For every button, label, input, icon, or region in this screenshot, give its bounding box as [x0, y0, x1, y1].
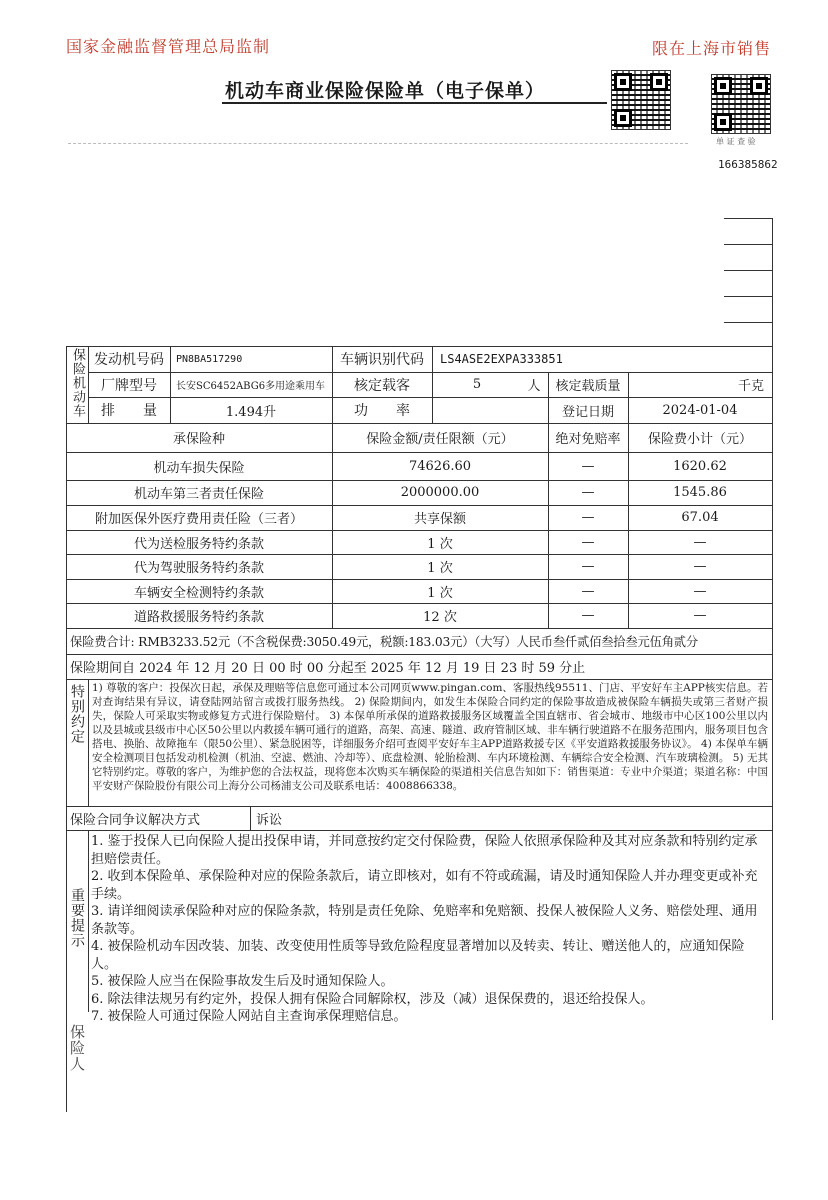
table-edge — [772, 218, 773, 346]
reg-date-label: 登记日期 — [561, 404, 614, 420]
load-unit: 千克 — [737, 379, 764, 394]
coverage-name: 机动车第三者责任保险 — [133, 487, 264, 502]
col-header-amount: 保险金额/责任限额（元） — [366, 432, 514, 447]
engine-no-value: PN8BA517290 — [176, 353, 243, 365]
col-header-coverage: 承保险种 — [172, 432, 225, 447]
coverage-deductible: — — [581, 458, 595, 474]
col-header-deductible: 绝对免赔率 — [555, 432, 621, 447]
notice-item: 1. 鉴于投保人已向保险人提出投保申请，并同意按约定交付保险费，保险人依照承保险种及其对应条款和特别约定承担赔偿责任。 — [91, 834, 758, 867]
seats-label: 核定载客 — [354, 377, 410, 394]
vin-label: 车辆识别代码 — [340, 352, 424, 368]
power-label: 功 率 — [354, 403, 410, 419]
coverage-premium: — — [693, 534, 707, 550]
power-value — [432, 397, 548, 423]
notice-item: 5. 被保险人应当在保险事故发生后及时通知保险人。 — [91, 974, 394, 989]
coverage-deductible: — — [581, 485, 595, 500]
qr-code-icon[interactable] — [611, 70, 671, 130]
coverage-amount: 1 次 — [427, 561, 453, 576]
regulator-mark: 国家金融监督管理总局监制 — [66, 37, 271, 56]
page-title: 机动车商业保险保险单（电子保单） — [225, 80, 546, 102]
coverage-amount: 1 次 — [427, 536, 453, 552]
verify-qr-code-icon[interactable] — [711, 74, 771, 134]
seats-unit: 人 — [527, 379, 541, 394]
vin-value: LS4ASE2EXPA333851 — [440, 352, 563, 366]
notice-item: 6. 除法律法规另有约定外，投保人拥有保险合同解除权，涉及（减）退保保费的，退还给投保人。 — [91, 991, 654, 1007]
qr-caption: 单 证 查 验 — [716, 137, 756, 146]
special-agreement-text: 1) 尊敬的客户：投保次日起，承保及理赔等信息您可通过本公司网页www.pingan.com、客服热线95511、门店、平安好车主APP核实信息。若对查询结果有异议，请登陆网站留言或拨打服务热线。 2) 保险期间内，如发生本保险合同约定的保险事故造成被保险车辆损失或第三者财产损失，保险人可采取实物或修复方式进行保险赔付。 3) 本保单所承保的道路救援服务区域覆盖全国直辖市、省会城市、地级市中心区100公里以内以及县城或县级市中心区50公里以内救援车辆可通行的道路，高架、高速、隧道、政府管制区域、非车辆行驶道路不在服务范围内，服务项目包含搭电、换胎、故障拖车（限50公里）、紧急脱困等，详细服务介绍可查阅平安好车主APP道路救援专区《平安道路救援服务协议》。 4) 本保单车辆安全检测项目包括发动机检测（机油、空滤、燃油、冷却等）、底盘检测、轮胎检测、车内环境检测、车辆综合安全检测、汽车玻璃检测。 5) 无其它特别约定。尊敬的客户，为维护您的合法权益，现将您本次购买车辆保险的渠道相关信息告知如下：销售渠道：专业中介渠道；渠道名称：中国平安财产保险股份有限公司上海分公司杨浦支公司及联系电话：4008866338。 — [92, 682, 768, 792]
displacement-value: 1.494升 — [225, 404, 277, 420]
col-line — [66, 1012, 67, 1112]
coverage-amount: 2000000.00 — [400, 485, 480, 500]
coverage-premium: — — [693, 559, 707, 574]
reg-date-value: 2024-01-04 — [662, 402, 738, 418]
stub-line — [724, 296, 772, 297]
coverage-amount: 74626.60 — [408, 458, 472, 474]
displacement-label: 排 量 — [101, 403, 157, 419]
notice-item: 3. 请详细阅读承保险种对应的保险条款，特别是责任免除、免赔率和免赔额、投保人被保险人义务、赔偿处理、通用条款等。 — [91, 904, 758, 937]
row-line — [66, 679, 772, 680]
col-header-premium: 保险费小计（元） — [647, 432, 752, 447]
notice-item: 7. 被保险人可通过保险人网站自主查询承保理赔信息。 — [91, 1009, 407, 1024]
stub-line — [724, 244, 772, 245]
coverage-amount: 12 次 — [423, 610, 457, 625]
vehicle-section-label: 保险机动车 — [70, 348, 85, 418]
coverage-deductible: — — [581, 534, 595, 550]
coverage-deductible: — — [581, 608, 595, 623]
coverage-name: 道路救援服务特约条款 — [133, 610, 264, 625]
notice-item: 2. 收到本保险单、承保险种对应的保险条款后，请立即核对，如有不符或疏漏，请及时通知保险人并办理变更或补充手续。 — [91, 869, 758, 902]
coverage-premium: — — [693, 608, 707, 623]
insurer-label-fragment: 保险人 — [68, 1024, 86, 1072]
coverage-premium: — — [693, 583, 707, 599]
coverage-name: 代为送检服务特约条款 — [133, 536, 264, 552]
premium-total: 保险费合计: RMB3233.52元（不含税保费:3050.49元，税额:183.03元）（大写）人民币叁仟贰佰叁拾叁元伍角贰分 — [70, 635, 698, 649]
coverage-name: 车辆安全检测特约条款 — [133, 585, 264, 601]
coverage-premium: 1620.62 — [673, 458, 727, 474]
stub-line — [724, 270, 772, 271]
region-mark: 限在上海市销售 — [652, 39, 772, 58]
coverage-amount: 共享保额 — [413, 512, 466, 527]
coverage-name: 机动车损失保险 — [153, 460, 245, 476]
coverage-name: 附加医保外医疗费用责任险（三者） — [94, 512, 303, 527]
coverage-deductible: — — [581, 510, 595, 525]
load-label: 核定载质量 — [555, 379, 621, 394]
title-underline — [222, 102, 607, 104]
coverage-deductible: — — [581, 559, 595, 574]
notice-label: 重要提示 — [69, 888, 85, 948]
col-line — [88, 679, 89, 806]
notice-list — [91, 833, 769, 1026]
table-right-border — [772, 346, 773, 1020]
model-label: 厂牌型号 — [101, 377, 157, 394]
row-line — [66, 830, 772, 831]
partial-line — [68, 143, 688, 144]
dispute-value: 诉讼 — [256, 812, 283, 828]
stub-line — [724, 218, 772, 219]
col-line — [88, 830, 89, 1012]
model-value: 长安SC6452ABG6多用途乘用车 — [176, 381, 326, 392]
insurance-period: 保险期间自 2024 年 12 月 20 日 00 时 00 分起至 2025 年 12 月 19 日 23 时 59 分止 — [70, 661, 586, 676]
seats-value: 5 — [472, 377, 482, 392]
coverage-premium: 67.04 — [681, 510, 719, 525]
dispute-label: 保险合同争议解决方式 — [70, 812, 201, 828]
stub-line — [724, 322, 772, 323]
coverage-amount: 1 次 — [427, 585, 453, 601]
notice-item: 4. 被保险机动车因改装、加装、改变使用性质等导致危险程度显著增加以及转卖、转让、赠送他人的，应通知保险人。 — [91, 939, 745, 972]
policy-number-fragment: 166385862 — [718, 158, 778, 171]
coverage-premium: 1545.86 — [673, 485, 727, 500]
special-agreement-label: 特别约定 — [69, 684, 85, 744]
coverage-name: 代为驾驶服务特约条款 — [133, 561, 264, 576]
coverage-deductible: — — [581, 583, 595, 599]
engine-no-label: 发动机号码 — [94, 352, 164, 368]
